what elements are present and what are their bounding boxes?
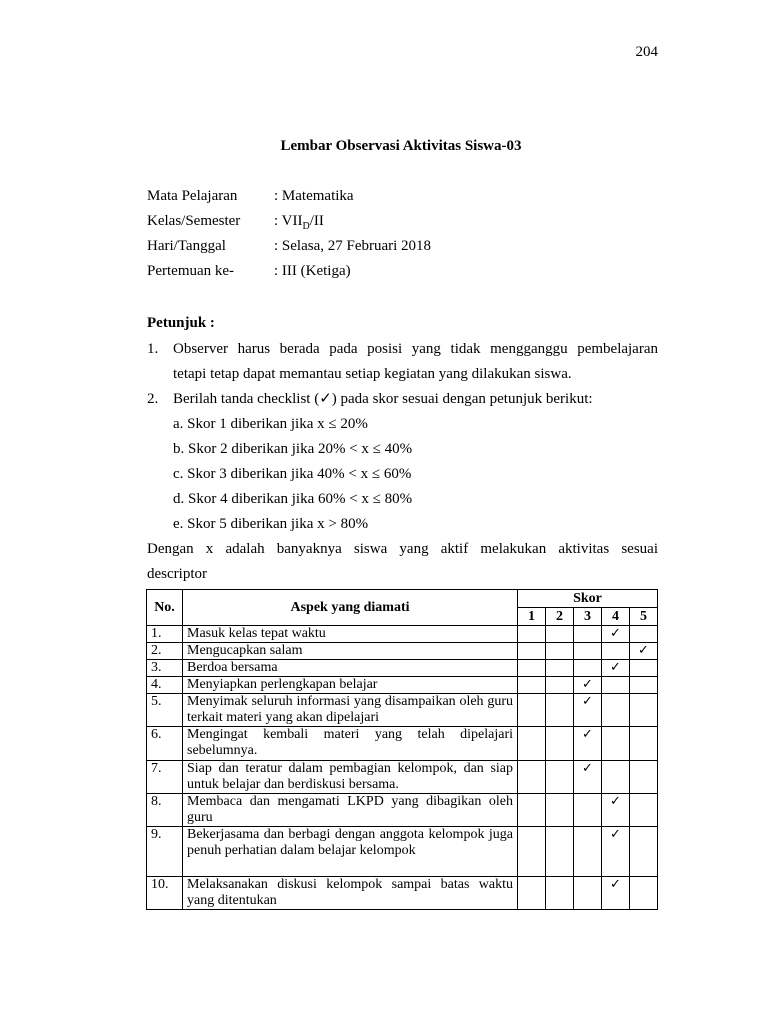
score-cell-2 [546,660,574,677]
table-row [147,626,658,643]
check-icon: ✓ [582,761,593,776]
score-cell-4 [602,694,630,727]
check-icon: ✓ [582,694,593,709]
check-icon: ✓ [610,660,621,675]
check-icon: ✓ [610,877,621,892]
page-number: 204 [635,44,658,60]
score-cell-5 [630,794,658,827]
meta-value: : Selasa, 27 Februari 2018 [274,238,432,254]
score-cell-1 [518,877,546,910]
score-rule-e: e. Skor 5 diberikan jika x > 80% [173,516,369,532]
row-aspect: Siap dan teratur dalam pembagian kelompok, dan siap untuk belajar dan berdiskusi bersama. [183,761,518,794]
instruction-number: 2. [147,391,159,407]
meta-value-subscript: D [302,221,310,232]
row-aspect: Menyiapkan perlengkapan belajar [183,677,518,694]
score-rule-d: d. Skor 4 diberikan jika 60% < x ≤ 80% [173,491,413,507]
score-cell-3 [574,643,602,660]
row-aspect: Mengucapkan salam [183,643,518,660]
header-skor: Skor [518,590,658,608]
instruction-text: Observer harus berada pada posisi yang tidak mengganggu pembelajaran [173,341,658,357]
header-score-1: 1 [518,608,546,626]
table-row [147,660,658,677]
score-rule-a: a. Skor 1 diberikan jika x ≤ 20% [173,416,368,432]
row-number: 2. [147,643,183,660]
score-cell-1 [518,677,546,694]
score-rule-b: b. Skor 2 diberikan jika 20% < x ≤ 40% [173,441,413,457]
row-aspect: Membaca dan mengamati LKPD yang dibagikan oleh guru [183,794,518,827]
score-cell-5 [630,660,658,677]
score-cell-4 [602,794,630,827]
row-number: 6. [147,727,183,761]
table-row [147,694,658,727]
score-cell-4 [602,877,630,910]
row-number: 8. [147,794,183,827]
table-row [147,877,658,910]
table-body [147,626,658,910]
meta-value-suffix: /II [309,213,324,229]
header-no: No. [147,590,183,626]
check-icon: ✓ [582,727,593,742]
row-number: 3. [147,660,183,677]
table-row [147,727,658,761]
petunjuk-title: Petunjuk : [147,315,215,331]
table-row [147,643,658,660]
row-number: 7. [147,761,183,794]
score-cell-3 [574,660,602,677]
instruction-1 [147,340,658,384]
score-cell-2 [546,643,574,660]
score-cell-4 [602,727,630,761]
meta-value: : Matematika [274,188,354,204]
row-number: 10. [147,877,183,910]
score-cell-2 [546,694,574,727]
score-cell-2 [546,877,574,910]
row-number: 5. [147,694,183,727]
table-row [147,827,658,877]
score-cell-3 [574,877,602,910]
score-cell-2 [546,677,574,694]
meta-row-class [147,212,431,237]
row-aspect: Menyimak seluruh informasi yang disampaikan oleh guru terkait materi yang akan dipelajari [183,694,518,727]
table-row [147,761,658,794]
row-aspect: Masuk kelas tepat waktu [183,626,518,643]
score-cell-1 [518,626,546,643]
score-cell-3 [574,694,602,727]
check-icon: ✓ [610,626,621,641]
score-cell-5 [630,761,658,794]
row-number: 4. [147,677,183,694]
meta-block [147,187,431,287]
check-icon: ✓ [610,827,621,842]
score-cell-2 [546,827,574,877]
score-cell-4 [602,827,630,877]
meta-label: Mata Pelajaran [147,188,238,204]
score-cell-3 [574,794,602,827]
row-aspect: Berdoa bersama [183,660,518,677]
score-cell-5 [630,827,658,877]
row-aspect: Bekerjasama dan berbagi dengan anggota kelompok juga penuh perhatian dalam belajar kelompok [183,827,518,877]
score-cell-3 [574,626,602,643]
score-rule-c: c. Skor 3 diberikan jika 40% < x ≤ 60% [173,466,412,482]
score-cell-1 [518,727,546,761]
meta-value-prefix: : VII [274,213,303,229]
score-cell-1 [518,643,546,660]
score-cell-4 [602,626,630,643]
header-aspek: Aspek yang diamati [183,590,518,626]
meta-label: Kelas/Semester [147,213,241,229]
score-cell-4 [602,643,630,660]
row-number: 9. [147,827,183,877]
score-cell-3 [574,827,602,877]
meta-label: Pertemuan ke- [147,263,235,279]
header-score-4: 4 [602,608,630,626]
header-row [147,590,658,608]
meta-row-meeting [147,262,431,287]
meta-value [274,212,324,237]
score-cell-2 [546,727,574,761]
score-cell-5 [630,694,658,727]
row-number: 1. [147,626,183,643]
check-icon: ✓ [610,794,621,809]
score-cell-2 [546,626,574,643]
score-cell-1 [518,694,546,727]
score-cell-4 [602,761,630,794]
score-cell-1 [518,660,546,677]
check-icon: ✓ [638,643,649,658]
meta-row-subject [147,187,431,212]
meta-label: Hari/Tanggal [147,238,226,254]
score-cell-2 [546,794,574,827]
score-cell-5 [630,727,658,761]
instruction-text: Berilah tanda checklist (✓) pada skor sesuai dengan petunjuk berikut: [173,391,593,407]
score-cell-2 [546,761,574,794]
row-aspect: Mengingat kembali materi yang telah dipelajari sebelumnya. [183,727,518,761]
instruction-text-continued: tetapi tetap dapat memantau setiap kegiatan yang dilakukan siswa. [173,366,572,382]
header-score-2: 2 [546,608,574,626]
score-cell-3 [574,761,602,794]
document-title: Lembar Observasi Aktivitas Siswa-03 [280,138,522,154]
score-cell-4 [602,677,630,694]
header-score-3: 3 [574,608,602,626]
check-icon: ✓ [582,677,593,692]
table-row [147,794,658,827]
instruction-number: 1. [147,341,159,357]
closing-line: Dengan x adalah banyaknya siswa yang aktif melakukan aktivitas sesuai [147,541,658,557]
score-cell-5 [630,677,658,694]
meta-value: : III (Ketiga) [274,263,351,279]
score-cell-1 [518,827,546,877]
score-cell-3 [574,727,602,761]
score-cell-5 [630,643,658,660]
observation-table [146,589,658,910]
header-score-5: 5 [630,608,658,626]
closing-line-continued: descriptor [147,566,207,582]
row-aspect: Melaksanakan diskusi kelompok sampai batas waktu yang ditentukan [183,877,518,910]
score-cell-1 [518,761,546,794]
score-cell-5 [630,877,658,910]
score-cell-1 [518,794,546,827]
score-cell-5 [630,626,658,643]
meta-row-date [147,237,431,262]
score-cell-3 [574,677,602,694]
instruction-2 [147,390,658,409]
score-cell-4 [602,660,630,677]
closing-note [147,540,658,584]
table-row [147,677,658,694]
